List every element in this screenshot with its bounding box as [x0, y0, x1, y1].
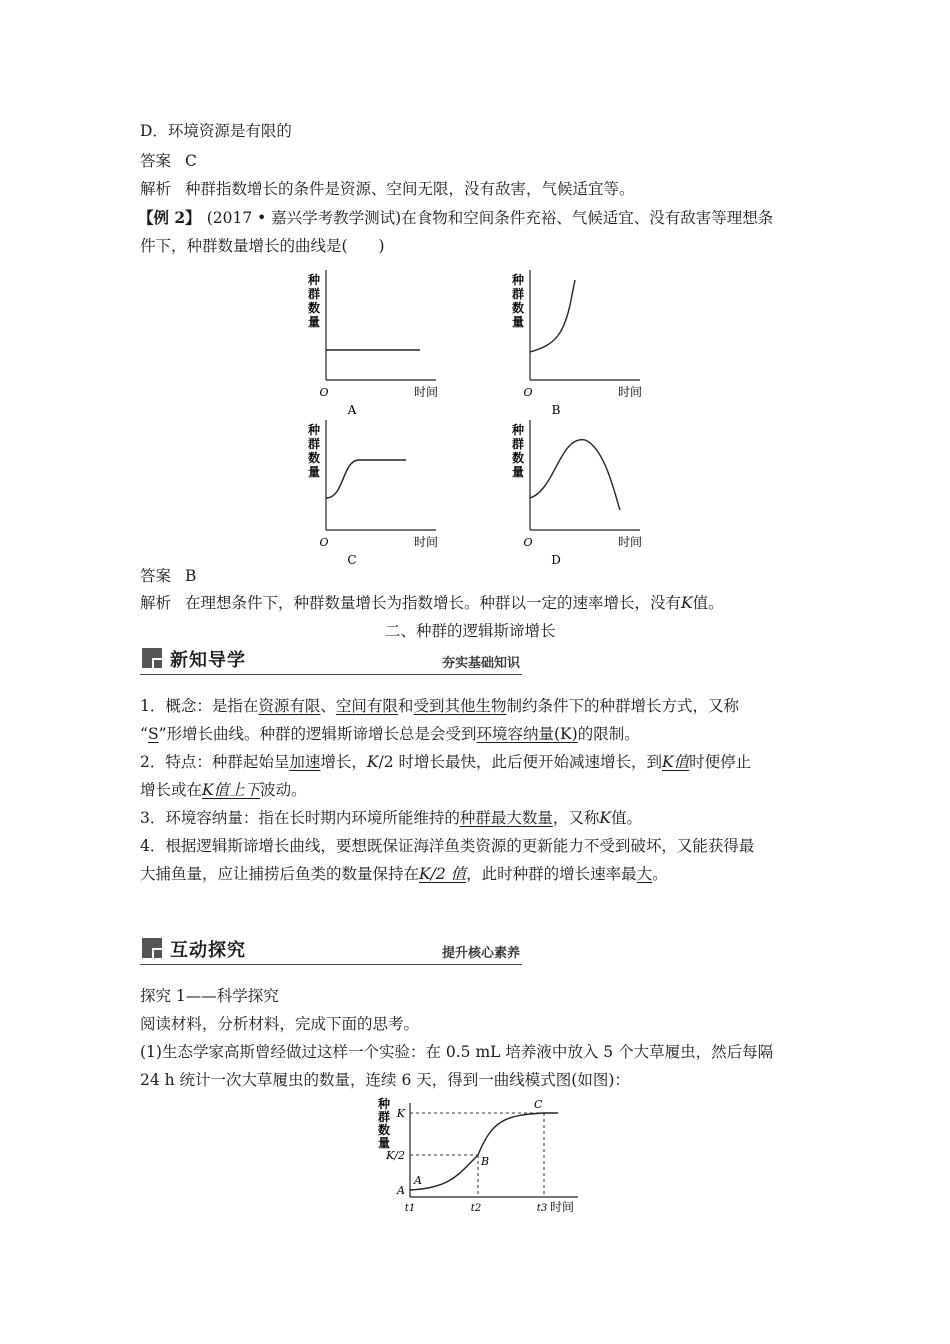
point-4-line2: [140, 863, 668, 885]
graph-option-label: B: [551, 403, 561, 417]
text: 和: [397, 697, 414, 715]
text: ”形增长曲线。种群的逻辑斯谛增长总是会受到: [158, 725, 477, 743]
section-head-title: 互动探究: [170, 940, 246, 961]
x-tick-label: t2: [470, 1203, 482, 1214]
x-axis-label: 时间: [550, 1200, 575, 1214]
y-axis-label-char: 量: [307, 465, 321, 479]
underline-term: 种群最大数量: [459, 809, 553, 827]
answer-row-2: [140, 565, 196, 587]
text: 增长，: [320, 753, 367, 771]
example-stem-1: (2017 • 嘉兴学考教学测试)在食物和空间条件充裕、气候适宜、没有敌害等理想条: [206, 209, 774, 227]
x-tick-label: t3: [536, 1203, 548, 1214]
curve-point-label: B: [481, 1155, 490, 1168]
point-2-line2: [140, 779, 307, 801]
y-axis-label-char: 数: [307, 451, 321, 465]
graph-D: [511, 420, 642, 565]
option-d: D．环境资源是有限的: [140, 122, 292, 140]
text: 值。: [611, 809, 643, 827]
origin-label: O: [523, 536, 533, 549]
text: 的限制。: [577, 725, 640, 743]
text: 波动。: [260, 781, 307, 799]
s-curve-figure: [360, 1095, 620, 1225]
graph-option-label: D: [551, 553, 561, 565]
text: 增长或在: [140, 781, 203, 799]
section-head-new-knowledge: [140, 646, 522, 675]
graph-curve: [326, 460, 406, 498]
x-axis-label: 时间: [414, 385, 439, 399]
y-axis-label-char: 群: [511, 437, 525, 451]
analysis-label-2: 解析: [140, 594, 172, 612]
option-graphs: [0, 265, 950, 565]
graph-A: [307, 270, 438, 417]
example2-line1: [138, 207, 773, 229]
analysis-row-1: [140, 178, 635, 200]
curve-point-label: C: [534, 1098, 543, 1111]
explore-q1-line2: 24 h 统计一次大草履虫的数量，连续 6 天，得到一曲线模式图(如图)：: [140, 1071, 630, 1089]
point-1-line1: [140, 695, 739, 717]
explore-intro: 阅读材料，分析材料，完成下面的思考。: [140, 1015, 420, 1033]
y-axis-label-char: 种: [307, 273, 321, 287]
answer-label: 答案: [140, 152, 172, 170]
origin-label: O: [319, 536, 329, 549]
y-axis-label-char: 数: [307, 301, 321, 315]
y-axis-label-char: 数: [377, 1123, 391, 1137]
answer-row-1: [140, 150, 197, 172]
k-symbol: K: [599, 809, 611, 827]
y-axis-label-char: 群: [307, 287, 321, 301]
text: 制约条件下的种群增长方式，又称: [506, 697, 739, 715]
text: 大捕鱼量，应让捕捞后鱼类的数量保持在: [140, 865, 420, 883]
example-tag: 【例 2】: [138, 208, 201, 227]
curve-point-label: A: [414, 1174, 422, 1187]
text: ，又称: [552, 809, 600, 827]
underline-term: 资源有限: [258, 697, 321, 715]
underline-term: K值: [662, 753, 690, 771]
x-axis-label: 时间: [618, 385, 643, 399]
point-4-line1: 4．根据逻辑斯谛增长曲线，要想既保证海洋鱼类资源的更新能力不受到破坏，又能获得最: [140, 837, 755, 855]
y-axis-label-char: 种: [377, 1097, 391, 1111]
answer-label-2: 答案: [140, 567, 172, 585]
y-tick-label: K: [396, 1107, 405, 1120]
origin-label: O: [523, 386, 533, 399]
section-head-subtitle: 夯实基础知识: [441, 656, 520, 671]
logistic-curve: [410, 1113, 558, 1190]
text: 。: [652, 865, 668, 883]
example2-line2: 件下，种群数量增长的曲线是( ): [140, 237, 385, 255]
analysis-label: 解析: [140, 180, 172, 198]
text: ，此时种群的增长速率最: [466, 865, 637, 883]
graph-B: [511, 270, 642, 417]
text: 时便停止: [689, 753, 752, 771]
y-axis-label-char: 数: [511, 301, 525, 315]
graph-curve: [530, 440, 620, 510]
section-square-icon: [142, 938, 162, 958]
analysis-text: 种群指数增长的条件是资源、空间无限，没有敌害，气候适宜等。: [185, 180, 635, 198]
y-axis-label-char: 量: [511, 465, 525, 479]
y-axis-label-char: 量: [307, 315, 321, 329]
explore-q1-line1: (1)生态学家高斯曾经做过这样一个实验：在 0.5 mL 培养液中放入 5 个大草履虫，然后每隔: [140, 1043, 774, 1061]
section-head-title: 新知导学: [170, 650, 246, 671]
underline-term: 环境容纳量(K): [476, 725, 578, 743]
point-2-line1: [140, 751, 751, 773]
underline-term: K/2 值: [419, 865, 467, 883]
y-axis-label-char: 数: [511, 451, 525, 465]
analysis-k: K: [681, 594, 693, 612]
analysis-text-2a: 在理想条件下，种群数量增长为指数增长。种群以一定的速率增长，没有: [185, 594, 682, 612]
underline-term: 空间有限: [335, 697, 398, 715]
y-axis-label-char: 种: [307, 423, 321, 437]
y-axis-label-char: 量: [377, 1136, 391, 1150]
answer-value-2: B: [185, 567, 197, 585]
section-head-explore: [140, 936, 522, 965]
text: 1．概念：是指在: [140, 697, 259, 715]
y-axis-label-char: 量: [511, 315, 525, 329]
graph-curve: [530, 280, 575, 352]
graph-option-label: A: [347, 403, 357, 417]
text: /2 时增长最快，此后便开始减速增长，到: [378, 753, 663, 771]
section-square-icon: [142, 648, 162, 668]
underline-term: 受到其他生物: [413, 697, 507, 715]
analysis-text-2b: 值。: [692, 594, 724, 612]
origin-label: O: [319, 386, 329, 399]
explore-title: 探究 1——科学探究: [140, 987, 279, 1005]
underline-term: S: [147, 725, 159, 743]
x-tick-label: t1: [404, 1203, 416, 1214]
y-axis-label-char: 群: [377, 1110, 391, 1124]
k-symbol: K: [366, 753, 379, 771]
underline-term: 加速: [289, 753, 321, 771]
section-head-subtitle: 提升核心素养: [441, 946, 520, 961]
underline-term: K值上下: [202, 781, 261, 799]
text: 、: [320, 697, 336, 715]
graph-C: [307, 420, 438, 565]
y-tick-label: A: [397, 1184, 405, 1197]
analysis-row-2: [140, 592, 724, 614]
x-axis-label: 时间: [618, 535, 643, 549]
y-axis-label-char: 种: [511, 273, 525, 287]
answer-value: C: [185, 152, 197, 170]
y-axis-label-char: 种: [511, 423, 525, 437]
text: 3．环境容纳量：指在长时期内环境所能维持的: [140, 809, 460, 827]
text: 2．特点：种群起始呈: [140, 753, 290, 771]
x-axis-label: 时间: [414, 535, 439, 549]
point-3: [140, 807, 642, 829]
underline-term: 大: [636, 865, 653, 883]
y-axis-label-char: 群: [307, 437, 321, 451]
graph-option-label: C: [347, 553, 357, 565]
section2-title: 二、种群的逻辑斯谛增长: [385, 622, 556, 640]
y-axis-label-char: 群: [511, 287, 525, 301]
point-1-line2: [140, 723, 640, 745]
y-tick-label: K/2: [386, 1149, 405, 1162]
text: “: [140, 725, 148, 743]
